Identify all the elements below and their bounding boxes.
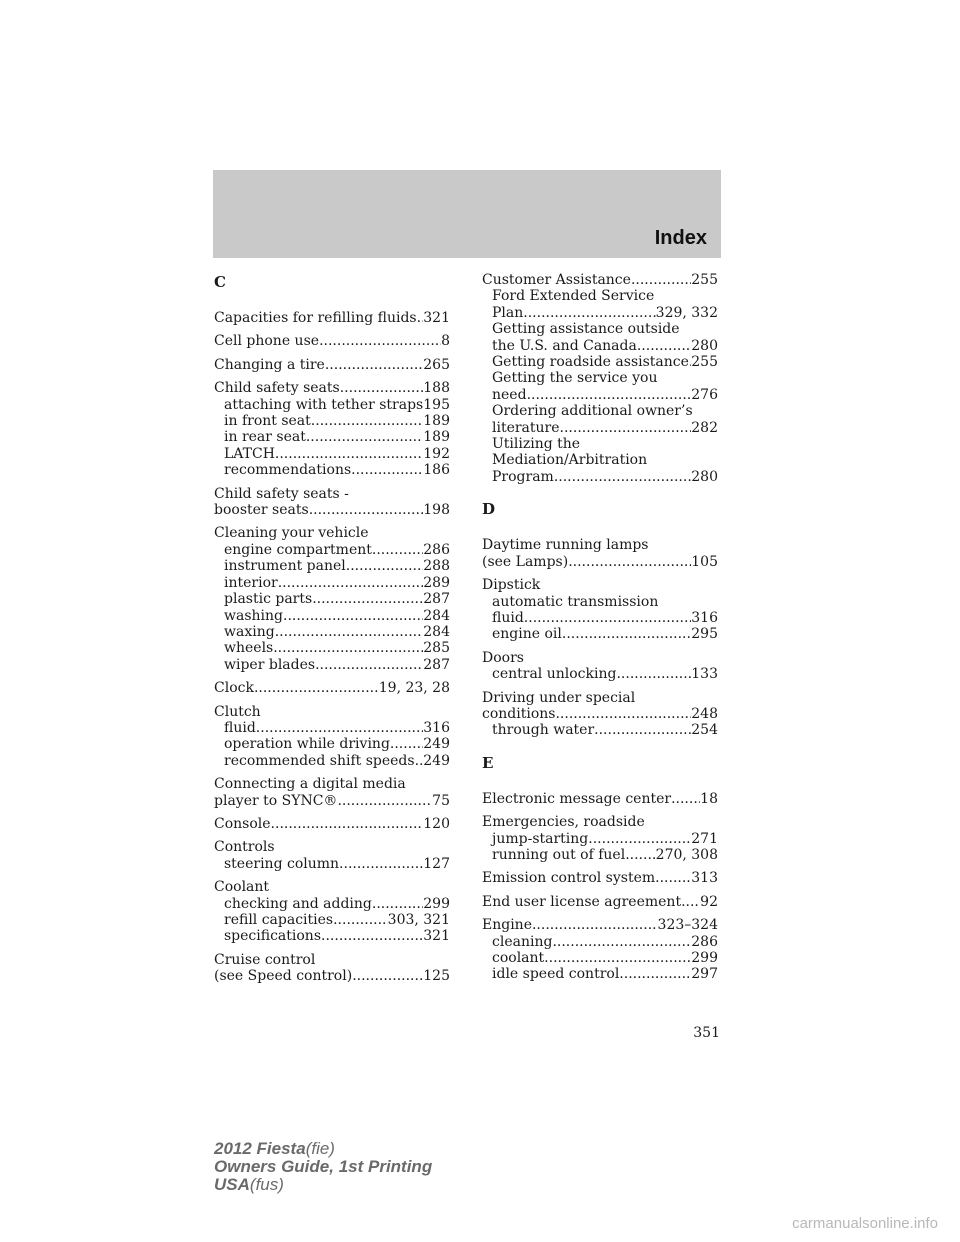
- dot-leader: [390, 736, 423, 752]
- index-entry-line: [482, 791, 718, 807]
- dot-leader: [631, 272, 691, 288]
- dot-leader: [275, 446, 423, 462]
- index-subentry-line: [214, 542, 450, 558]
- footer-market-line: USA(fus): [214, 1175, 284, 1194]
- index-subentry-line: [214, 558, 450, 574]
- entry-text: running out of fuel: [492, 846, 626, 863]
- index-subentry-line: [214, 753, 450, 769]
- index-letter-heading: C: [214, 273, 226, 291]
- index-subentry-line: [482, 594, 718, 610]
- dot-leader: [524, 610, 691, 626]
- index-subentry-line: [214, 640, 450, 656]
- entry-text: engine compartment: [224, 541, 372, 558]
- entry-text: washing: [224, 607, 283, 624]
- entry-page-ref: 289: [423, 574, 450, 591]
- index-letter-heading: E: [482, 753, 494, 772]
- footer-guide-line: Owners Guide, 1st Printing: [214, 1157, 433, 1176]
- index-entry-line: [214, 839, 450, 855]
- dot-leader: [637, 338, 691, 354]
- section-header-band: [213, 170, 721, 258]
- index-entry-line: [482, 690, 718, 706]
- index-subentry-line: [482, 354, 718, 370]
- dot-leader: [523, 305, 655, 321]
- entry-text: Mediation/Arbitration: [492, 452, 648, 469]
- dot-leader: [333, 912, 388, 928]
- entry-text: Emission control system: [482, 870, 656, 887]
- dot-leader: [527, 387, 692, 403]
- dot-leader: [562, 626, 691, 642]
- dot-leader: [552, 934, 691, 950]
- entry-page-ref: 287: [423, 656, 450, 673]
- entry-text: Getting roadside assistance: [492, 354, 689, 371]
- index-subentry-line: [214, 397, 450, 413]
- entry-text: fluid: [492, 609, 524, 626]
- entry-text: Getting the service you: [492, 370, 658, 387]
- index-entry: [482, 894, 718, 910]
- entry-text: checking and adding: [224, 895, 372, 912]
- footer-edition: [214, 1140, 432, 1194]
- index-subentry-line: [214, 446, 450, 462]
- dot-leader: [372, 896, 423, 912]
- index-entry: [214, 357, 450, 373]
- entry-text: instrument panel: [224, 558, 346, 575]
- index-subentry-line: [214, 720, 450, 736]
- index-entry: [214, 525, 450, 673]
- entry-text: Getting assistance outside: [492, 321, 680, 338]
- index-column-left: [214, 272, 450, 992]
- entry-text: the U.S. and Canada: [492, 337, 637, 354]
- entry-page-ref: 299: [423, 895, 450, 912]
- entry-page-ref: 18: [700, 790, 718, 807]
- index-subentry-line: [482, 305, 718, 321]
- entry-text: engine oil: [492, 626, 562, 643]
- index-entry-line: [214, 968, 450, 984]
- entry-text: plastic parts: [224, 591, 313, 608]
- index-subentry-line: [482, 370, 718, 386]
- entry-page-ref: 133: [691, 666, 718, 683]
- entry-page-ref: 186: [423, 462, 450, 479]
- index-entry: [482, 814, 718, 863]
- index-subentry-line: [214, 736, 450, 752]
- entry-page-ref: 189: [423, 429, 450, 446]
- page-number: 351: [693, 1025, 720, 1041]
- dot-leader: [273, 640, 423, 656]
- entry-page-ref: 125: [423, 968, 450, 985]
- entry-page-ref: 198: [423, 502, 450, 519]
- entry-text: Driving under special: [482, 689, 636, 706]
- entry-page-ref: 92: [700, 893, 718, 910]
- dot-leader: [568, 554, 691, 570]
- entry-page-ref: 313: [691, 870, 718, 887]
- entry-text: need: [492, 386, 527, 403]
- index-entry: [482, 650, 718, 683]
- entry-page-ref: 286: [423, 541, 450, 558]
- index-entry: [214, 816, 450, 832]
- dot-leader: [372, 542, 423, 558]
- entry-text: Ordering additional owner’s: [492, 403, 693, 420]
- index-entry-line: [214, 502, 450, 518]
- entry-text: Dipstick: [482, 577, 541, 594]
- entry-page-ref: 303, 321: [387, 912, 450, 928]
- entry-page-ref: 280: [691, 337, 718, 354]
- entry-page-ref: 8: [441, 333, 450, 350]
- entry-text: central unlocking: [492, 666, 617, 683]
- index-subentry-line: [482, 288, 718, 304]
- section-title: Index: [654, 227, 707, 249]
- index-entry-line: [214, 380, 450, 396]
- index-entry: [482, 791, 718, 807]
- dot-leader: [671, 791, 700, 807]
- index-entry-line: [214, 952, 450, 968]
- entry-page-ref: 19, 23, 28: [378, 680, 450, 697]
- index-entry-line: [482, 706, 718, 722]
- entry-text: End user license agreement: [482, 893, 682, 910]
- entry-page-ref: 284: [423, 623, 450, 640]
- index-entry: [214, 486, 450, 519]
- entry-page-ref: 295: [691, 626, 718, 643]
- dot-leader: [346, 558, 424, 574]
- index-entry-line: [214, 357, 450, 373]
- index-letter-heading: D: [482, 500, 496, 519]
- dot-leader: [594, 722, 691, 738]
- index-entry-line: [214, 333, 450, 349]
- index-entry-line: [214, 704, 450, 720]
- index-entry: [482, 272, 718, 485]
- entry-page-ref: 255: [691, 354, 718, 371]
- index-entry-line: [214, 310, 450, 326]
- entry-text: Clutch: [214, 703, 261, 720]
- entry-text: Engine: [482, 917, 532, 934]
- entry-text: Controls: [214, 839, 275, 856]
- entry-page-ref: 265: [423, 356, 450, 373]
- entry-page-ref: 189: [423, 413, 450, 430]
- dot-leader: [417, 310, 424, 326]
- entry-text: Connecting a digital media: [214, 776, 406, 793]
- dot-leader: [340, 380, 424, 396]
- entry-text: Cell phone use: [214, 333, 320, 350]
- entry-page-ref: 297: [691, 966, 718, 983]
- entry-text: literature: [492, 419, 560, 436]
- index-entry-line: [214, 776, 450, 792]
- entry-text: (see Lamps): [482, 553, 569, 570]
- dot-leader: [271, 816, 424, 832]
- entry-text: Changing a tire: [214, 356, 325, 373]
- entry-text: jump-starting: [492, 830, 589, 847]
- entry-page-ref: 127: [423, 855, 450, 872]
- index-entry-line: [482, 870, 718, 886]
- entry-page-ref: 75: [432, 792, 450, 809]
- entry-text: refill capacities: [224, 912, 334, 928]
- entry-page-ref: 321: [423, 928, 450, 945]
- entry-text: Coolant: [214, 879, 270, 896]
- index-subentry-line: [482, 387, 718, 403]
- entry-page-ref: 288: [423, 558, 450, 575]
- dot-leader: [319, 333, 441, 349]
- index-entry: [214, 776, 450, 809]
- entry-text: automatic transmission: [492, 593, 659, 610]
- entry-page-ref: 321: [423, 310, 450, 326]
- entry-text: (see Speed control): [214, 968, 353, 985]
- dot-leader: [681, 894, 700, 910]
- entry-text: Cleaning your vehicle: [214, 525, 369, 542]
- index-subentry-line: [482, 420, 718, 436]
- entry-text: Program: [492, 468, 554, 485]
- dot-leader: [352, 968, 423, 984]
- dot-leader: [325, 357, 423, 373]
- entry-text: idle speed control: [492, 966, 620, 983]
- entry-page-ref: 255: [691, 272, 718, 288]
- dot-leader: [616, 666, 691, 682]
- entry-page-ref: 249: [423, 736, 450, 753]
- index-entry-line: [214, 879, 450, 895]
- index-entry-line: [482, 577, 718, 593]
- index-entry-line: [214, 793, 450, 809]
- index-entry: [482, 577, 718, 643]
- dot-leader: [415, 753, 424, 769]
- entry-text: specifications: [224, 928, 322, 945]
- index-subentry-line: [214, 591, 450, 607]
- entry-text: Ford Extended Service: [492, 288, 655, 305]
- entry-page-ref: 254: [691, 722, 718, 739]
- index-subentry-line: [214, 575, 450, 591]
- entry-text: in rear seat: [224, 429, 306, 446]
- entry-text: Plan: [492, 304, 524, 321]
- index-subentry-line: [482, 610, 718, 626]
- index-subentry-line: [214, 608, 450, 624]
- entry-page-ref: 248: [691, 705, 718, 722]
- entry-text: Console: [214, 815, 271, 832]
- entry-page-ref: 280: [691, 468, 718, 485]
- entry-text: Cruise control: [214, 951, 316, 968]
- dot-leader: [619, 966, 691, 982]
- index-subentry-line: [482, 452, 718, 468]
- dot-leader: [532, 917, 658, 933]
- dot-leader: [275, 624, 424, 640]
- index-entry: [214, 879, 450, 945]
- index-subentry-line: [482, 436, 718, 452]
- entry-text: wiper blades: [224, 656, 316, 673]
- entry-text: conditions: [482, 705, 556, 722]
- index-entry: [214, 380, 450, 478]
- dot-leader: [278, 575, 424, 591]
- index-entry: [214, 310, 450, 326]
- index-subentry-line: [482, 966, 718, 982]
- entry-page-ref: 105: [691, 553, 718, 570]
- entry-text: interior: [224, 574, 278, 591]
- entry-page-ref: 284: [423, 607, 450, 624]
- dot-leader: [311, 413, 423, 429]
- entry-text: Clock: [214, 680, 254, 697]
- entry-text: Child safety seats: [214, 380, 340, 397]
- index-entry-line: [214, 525, 450, 541]
- dot-leader: [256, 720, 423, 736]
- entry-page-ref: 270, 308: [655, 846, 718, 863]
- entry-page-ref: 323–324: [657, 917, 718, 934]
- index-subentry-line: [214, 912, 450, 928]
- entry-text: in front seat: [224, 413, 311, 430]
- index-subentry-line: [482, 469, 718, 485]
- entry-text: recommendations: [224, 462, 352, 479]
- index-subentry-line: [482, 403, 718, 419]
- index-subentry-line: [214, 413, 450, 429]
- index-entry-line: [482, 894, 718, 910]
- index-subentry-line: [482, 722, 718, 738]
- index-subentry-line: [214, 429, 450, 445]
- entry-page-ref: 285: [423, 640, 450, 657]
- entry-page-ref: 282: [691, 419, 718, 436]
- dot-leader: [283, 608, 423, 624]
- dot-leader: [321, 928, 423, 944]
- entry-text: attaching with tether straps: [224, 396, 424, 413]
- entry-page-ref: 271: [691, 830, 718, 847]
- entry-text: steering column: [224, 855, 340, 872]
- dot-leader: [655, 870, 691, 886]
- dot-leader: [588, 831, 691, 847]
- entry-text: fluid: [224, 719, 256, 736]
- index-subentry-line: [214, 856, 450, 872]
- index-entry: [482, 870, 718, 886]
- index-subentry-line: [482, 666, 718, 682]
- entry-text: Doors: [482, 649, 524, 666]
- index-entry: [214, 952, 450, 985]
- index-subentry-line: [482, 338, 718, 354]
- index-subentry-line: [214, 896, 450, 912]
- index-subentry-line: [214, 462, 450, 478]
- entry-text: cleaning: [492, 933, 553, 950]
- dot-leader: [554, 469, 691, 485]
- index-entry-line: [482, 814, 718, 830]
- index-subentry-line: [214, 928, 450, 944]
- index-subentry-line: [482, 321, 718, 337]
- index-entry: [482, 537, 718, 570]
- index-subentry-line: [482, 950, 718, 966]
- entry-text: Daytime running lamps: [482, 537, 649, 554]
- index-subentry-line: [214, 624, 450, 640]
- dot-leader: [351, 462, 423, 478]
- dot-leader: [254, 680, 379, 696]
- dot-leader: [306, 429, 423, 445]
- index-entry-line: [214, 486, 450, 502]
- index-subentry-line: [482, 847, 718, 863]
- index-entry: [214, 333, 450, 349]
- index-column-right: [482, 272, 718, 990]
- entry-page-ref: 276: [691, 386, 718, 403]
- entry-page-ref: 195: [423, 396, 450, 413]
- footer-model-line: 2012 Fiesta(fie): [214, 1139, 335, 1158]
- dot-leader: [560, 420, 692, 436]
- dot-leader: [312, 591, 423, 607]
- entry-text: Electronic message center: [482, 790, 672, 807]
- entry-page-ref: 316: [691, 609, 718, 626]
- entry-text: Utilizing the: [492, 436, 581, 453]
- entry-text: Child safety seats -: [214, 485, 349, 502]
- entry-page-ref: 249: [423, 752, 450, 769]
- dot-leader: [315, 657, 423, 673]
- entry-text: player to SYNC®: [214, 792, 338, 809]
- entry-page-ref: 188: [423, 380, 450, 397]
- index-subentry-line: [482, 934, 718, 950]
- index-entry: [214, 704, 450, 770]
- index-entry-line: [482, 650, 718, 666]
- dot-leader: [309, 502, 424, 518]
- entry-page-ref: 287: [423, 591, 450, 608]
- dot-leader: [625, 847, 655, 863]
- index-subentry-line: [482, 626, 718, 642]
- dot-leader: [555, 706, 691, 722]
- entry-page-ref: 299: [691, 950, 718, 966]
- entry-text: LATCH: [224, 445, 275, 462]
- dot-leader: [544, 950, 691, 966]
- watermark-text: carmanualsonline.info: [792, 1215, 938, 1232]
- index-entry-line: [482, 537, 718, 553]
- index-entry-line: [214, 816, 450, 832]
- entry-text: waxing: [224, 623, 275, 640]
- index-entry-line: [214, 680, 450, 696]
- index-entry-line: [482, 917, 718, 933]
- entry-text: through water: [492, 722, 595, 739]
- entry-text: operation while driving: [224, 736, 390, 753]
- entry-text: Capacities for refilling fluids: [214, 310, 417, 326]
- index-entry-line: [482, 554, 718, 570]
- entry-page-ref: 329, 332: [655, 304, 718, 321]
- index-entry: [482, 690, 718, 739]
- dot-leader: [339, 856, 423, 872]
- entry-text: coolant: [492, 950, 545, 966]
- entry-text: booster seats: [214, 502, 309, 519]
- entry-page-ref: 120: [423, 815, 450, 832]
- entry-text: Customer Assistance: [482, 272, 631, 288]
- entry-text: recommended shift speeds: [224, 752, 415, 769]
- dot-leader: [337, 793, 432, 809]
- entry-text: wheels: [224, 640, 274, 657]
- index-entry: [482, 917, 718, 983]
- index-subentry-line: [482, 831, 718, 847]
- index-entry-line: [482, 272, 718, 288]
- index-entry: [214, 839, 450, 872]
- entry-text: Emergencies, roadside: [482, 814, 645, 831]
- entry-page-ref: 316: [423, 719, 450, 736]
- index-entry: [214, 680, 450, 696]
- entry-page-ref: 286: [691, 933, 718, 950]
- entry-page-ref: 192: [423, 445, 450, 462]
- index-subentry-line: [214, 657, 450, 673]
